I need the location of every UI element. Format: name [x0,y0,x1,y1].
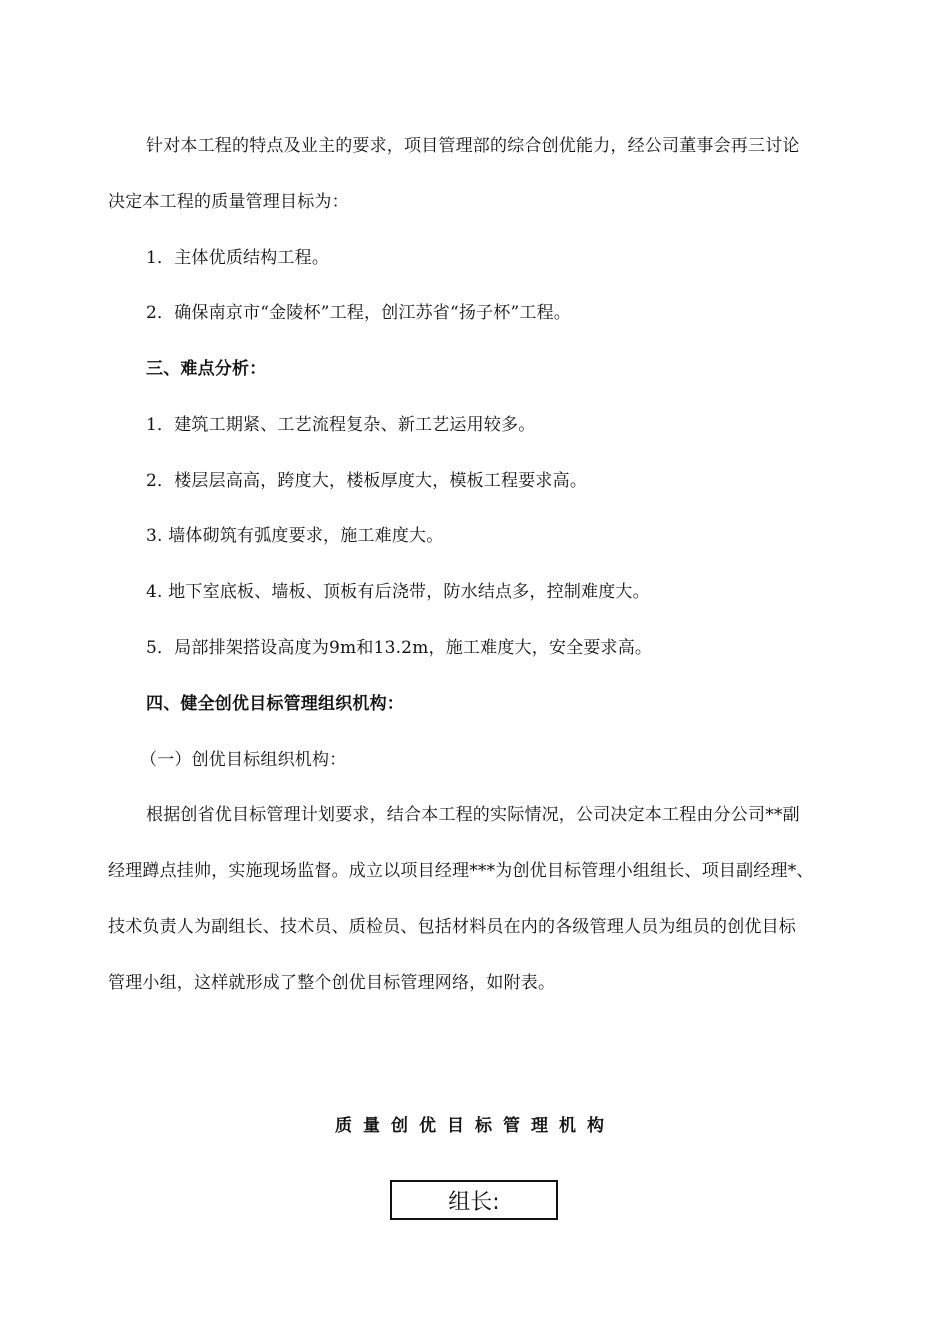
difficulty-item-2: 2．楼层层高高，跨度大，楼板厚度大，模板工程要求高。 [146,471,588,491]
paragraph-line-1: 根据创省优目标管理计划要求，结合本工程的实际情况，公司决定本工程由分公司**副 [146,805,800,825]
goal-item-1: 1．主体优质结构工程。 [146,248,330,268]
intro-line-2: 决定本工程的质量管理目标为： [108,192,349,212]
leader-box-label: 组长: [448,1189,500,1215]
difficulty-item-4: 4. 地下室底板、墙板、顶板有后浇带，防水结点多，控制难度大。 [146,582,650,602]
intro-line-1: 针对本工程的特点及业主的要求，项目管理部的综合创优能力，经公司董事会再三讨论 [146,136,800,156]
section-4-subheading: （一）创优目标组织机构： [140,750,347,770]
paragraph-line-2: 经理蹲点挂帅，实施现场监督。成立以项目经理***为创优目标管理小组组长、项目副经理*、 [108,861,814,881]
difficulty-item-1: 1．建筑工期紧、工艺流程复杂、新工艺运用较多。 [146,415,536,435]
org-chart-title: 质量创优目标管理机构 [335,1116,615,1136]
goal-item-2: 2．确保南京市“金陵杯”工程，创江苏省“扬子杯”工程。 [146,303,571,323]
paragraph-line-3: 技术负责人为副组长、技术员、质检员、包括材料员在内的各级管理人员为组员的创优目标 [108,917,796,937]
difficulty-item-5: 5．局部排架搭设高度为9m和13.2m，施工难度大，安全要求高。 [146,638,653,658]
section-3-heading: 三、难点分析： [146,359,267,379]
difficulty-item-3: 3. 墙体砌筑有弧度要求，施工难度大。 [146,526,444,546]
leader-box [390,1180,558,1220]
section-4-heading: 四、健全创优目标管理组织机构： [146,694,404,714]
paragraph-line-4: 管理小组，这样就形成了整个创优目标管理网络，如附表。 [108,973,556,993]
